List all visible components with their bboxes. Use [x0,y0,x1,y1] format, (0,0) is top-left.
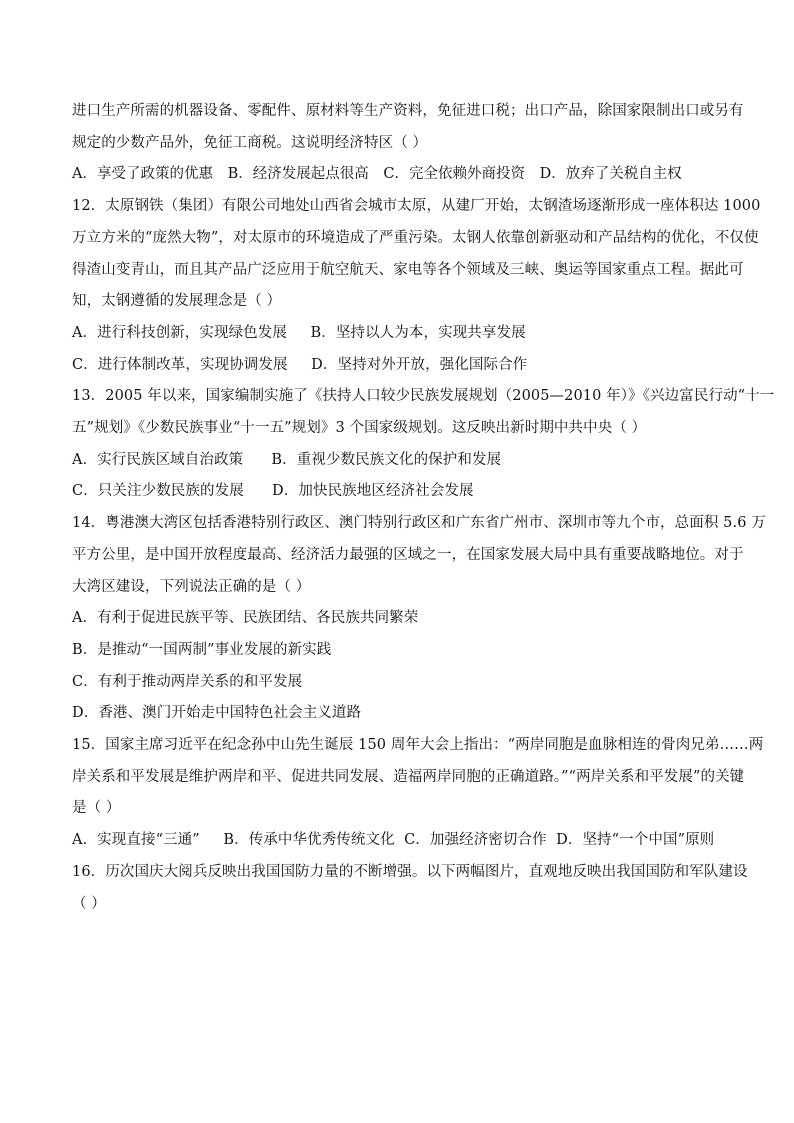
question-13 [72,381,775,508]
option-line-ab[interactable]: A．进行科技创新，实现绿色发展 B．坚持以人为本，实现共享发展 [72,324,526,341]
question-text-line: 进口生产所需的机器设备、零配件、原材料等生产资料，免征进口税；出口产品，除国家限制出口或另有 [72,103,744,119]
question-text-line: 大湾区建设，下列说法正确的是（ ） [72,578,311,595]
option-line-cd[interactable]: C．只关注少数民族的发展 D．加快民族地区经济社会发展 [72,483,474,500]
question-text-line: 16．历次国庆大阅兵反映出我国国防力量的不断增强。以下两幅图片，直观地反映出我国国防和军队建设 [72,863,748,880]
option-line-abcd[interactable]: A．实现直接“三通” B．传承中华优秀传统文化 C．加强经济密切合作 D．坚持“一个中国”原则 [72,832,715,849]
option-a[interactable]: A．有利于促进民族平等、民族团结、各民族共同繁荣 [72,610,419,627]
question-text-line: 14．粤港澳大湾区包括香港特别行政区、澳门特别行政区和广东省广州市、深圳市等九个市，总面积 5.6 万 [72,515,766,532]
option-c[interactable]: C．完全依赖外商投资 [383,166,525,183]
question-16 [72,857,748,920]
question-text-line: 13．2005 年以来，国家编制实施了《扶持人口较少民族发展规划（2005—2010 年）》《兴边富民行动“十一 [72,388,775,405]
option-a[interactable]: A．享受了政策的优惠 [72,166,213,183]
option-b[interactable]: B．经济发展起点很高 [227,166,369,183]
question-text-line: （ ） [72,895,106,912]
question-text-line: 15．国家主席习近平在纪念孙中山先生诞辰 150 周年大会上指出：“两岸同胞是血脉相连的骨肉兄弟……两 [72,737,764,754]
option-c[interactable]: C．有利于推动两岸关系的和平发展 [72,673,303,690]
question-text-line: 岸关系和平发展是维护两岸和平、促进共同发展、造福两岸同胞的正确道路。”“两岸关系和平发展”的关键 [72,768,745,785]
question-text-line: 规定的少数产品外，免征工商税。这说明经济特区（ ） [72,134,428,151]
question-text-line: 知，太钢遵循的发展理念是（ ） [72,293,282,310]
question-text-line: 平方公里，是中国开放程度最高、经济活力最强的区域之一，在国家发展大局中具有重要战略地位。对于 [72,546,744,563]
option-b[interactable]: B．是推动“一国两制”事业发展的新实践 [72,641,332,658]
option-line-cd[interactable]: C．进行体制改革，实现协调发展 D．坚持对外开放，强化国际合作 [72,356,528,373]
options-row [72,159,728,191]
option-d[interactable]: D．放弃了关税自主权 [539,166,682,183]
question-text-line: 五”规划》《少数民族事业“十一五”规划》3 个国家级规划。这反映出新时期中共中央（ ） [72,420,647,437]
question-text-line: 万立方米的“庞然大物”，对太原市的环境造成了严重污染。太钢人依靠创新驱动和产品结构的优化，不仅使 [72,229,759,246]
option-line-ab[interactable]: A．实行民族区域自治政策 B．重视少数民族文化的保护和发展 [72,451,502,468]
question-text-line: 得渣山变青山，而且其产品广泛应用于航空航天、家电等各个领域及三峡、奥运等国家重点工程。据此可 [72,261,744,278]
question-11 [72,96,744,191]
exam-page [72,96,775,920]
option-d[interactable]: D．香港、澳门开始走中国特色社会主义道路 [72,705,362,722]
question-12 [72,191,761,381]
question-text-line: 12．太原钢铁（集团）有限公司地处山西省会城市太原，从建厂开始，太钢渣场逐渐形成一座体积达 1000 [72,198,761,215]
question-14 [72,508,766,730]
question-text-line: 是（ ） [72,800,121,817]
question-15 [72,730,764,857]
